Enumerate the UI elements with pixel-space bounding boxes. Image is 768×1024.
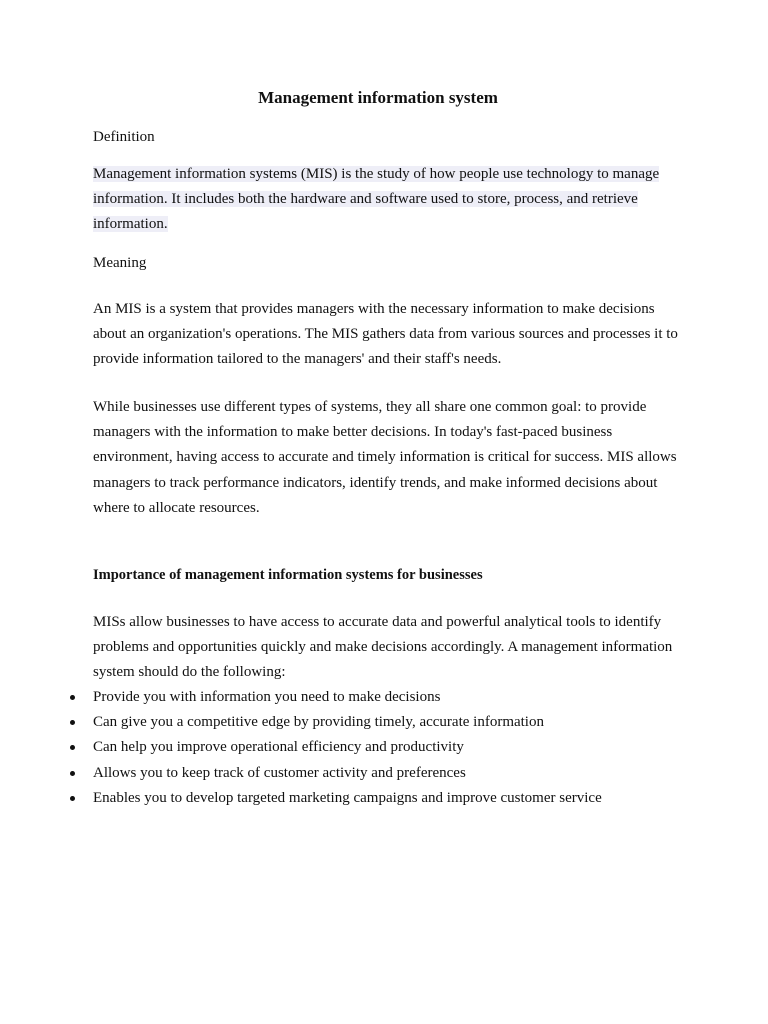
list-item <box>0 685 602 710</box>
list-item <box>0 786 602 811</box>
bullet-icon <box>70 745 75 750</box>
definition-paragraph <box>93 162 683 238</box>
list-item <box>0 710 602 735</box>
meaning-label: Meaning <box>93 255 147 271</box>
list-item-text: Can help you improve operational efficiency and productivity <box>93 739 464 756</box>
list-item-text: Allows you to keep track of customer activity and preferences <box>93 764 466 781</box>
bullet-icon <box>70 695 75 700</box>
meaning-paragraph-2: While businesses use different types of systems, they all share one common goal: to provide managers with the information to make better decisions. In today's fast-paced business environment, having access to accurate and timely information is critical for success. MIS allows managers to track performance indicators, identify trends, and make informed decisions about where to allocate resources. <box>93 399 677 516</box>
list-item-text: Provide you with information you need to make decisions <box>93 689 441 705</box>
list-item-text: Enables you to develop targeted marketing campaigns and improve customer service <box>93 789 602 806</box>
meaning-paragraph-1: An MIS is a system that provides managers with the necessary information to make decisions about an organization's operations. The MIS gathers data from various sources and processes it to provide information tailored to the managers' and their staff's needs. <box>93 301 678 368</box>
list-item-text: Can give you a competitive edge by providing timely, accurate information <box>93 714 544 731</box>
importance-paragraph: MISs allow businesses to have access to accurate data and powerful analytical tools to identify problems and opportunities quickly and make decisions accordingly. A management information system should do the following: <box>93 614 673 681</box>
list-item <box>0 735 602 760</box>
benefits-list <box>0 685 602 811</box>
list-item <box>0 761 602 786</box>
definition-highlighted-text: Management information systems (MIS) is the study of how people use technology to manage information. It includes both the hardware and software used to store, process, and retrieve information. <box>93 166 660 233</box>
bullet-icon <box>70 720 75 725</box>
importance-heading: Importance of management information systems for businesses <box>93 567 483 583</box>
page-title: Management information system <box>258 88 498 107</box>
definition-label: Definition <box>93 129 155 145</box>
bullet-icon <box>70 796 75 801</box>
bullet-icon <box>70 771 75 776</box>
